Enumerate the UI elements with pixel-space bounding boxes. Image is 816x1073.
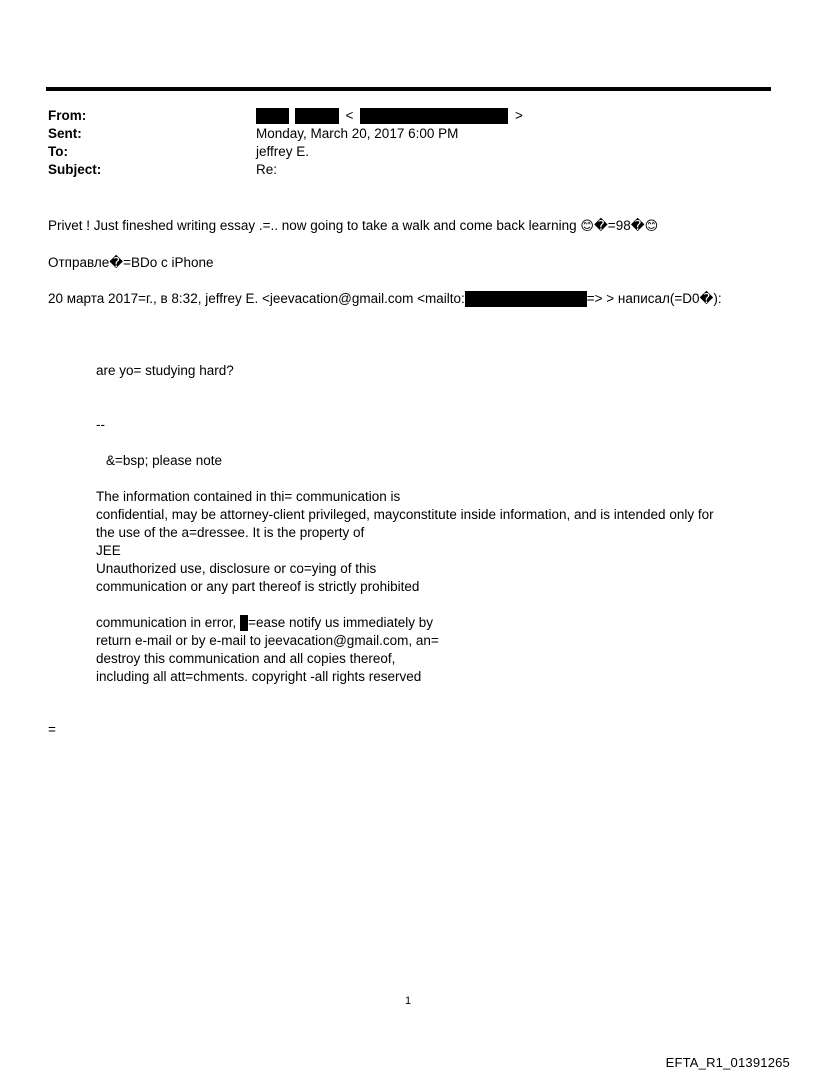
disclaimer-line-1: The information contained in thi= communication is xyxy=(96,489,401,504)
body-line-3-pre: 20 марта 2017=г., в 8:32, jeffrey E. <jeevacation@gmail.com <mailto: xyxy=(48,291,465,306)
smiley-icon: 😊 xyxy=(580,219,594,234)
disclaimer-line-4: JEE xyxy=(96,543,121,558)
from-close-bracket: > xyxy=(514,108,523,123)
from-row xyxy=(48,107,748,125)
disclaimer-line-8: return e-mail or by e-mail to jeevacation@gmail.com, an= xyxy=(96,633,439,648)
page-number: 1 xyxy=(404,995,412,1007)
sent-row xyxy=(48,125,748,143)
redaction-block xyxy=(256,108,289,124)
trailing-equals: = xyxy=(48,722,56,737)
to-label: To: xyxy=(48,144,68,159)
redaction-block xyxy=(295,108,339,124)
redaction-block xyxy=(240,615,248,631)
from-open-bracket: < xyxy=(345,108,354,123)
from-value xyxy=(256,107,526,125)
body-line-1-text: Privet ! Just fineshed writing essay .=.. now going to take a walk and come back learning xyxy=(48,218,581,233)
disclaimer-line-6: communication or any part thereof is strictly prohibited xyxy=(96,579,420,594)
disclaimer-line-10: including all att=chments. copyright -all rights reserved xyxy=(96,669,422,684)
from-label: From: xyxy=(48,108,87,123)
disclaimer-line-9: destroy this communication and all copies thereof, xyxy=(96,651,396,666)
body-line-3-post: => > написал(=D0�): xyxy=(586,291,722,306)
email-header xyxy=(48,107,748,179)
subject-label: Subject: xyxy=(48,162,102,177)
sent-label: Sent: xyxy=(48,126,82,141)
document-id: EFTA_R1_01391265 xyxy=(665,1055,790,1070)
redaction-block xyxy=(360,108,508,124)
quoted-question: are yo= studying hard? xyxy=(96,363,234,378)
subject-row xyxy=(48,161,748,179)
body-line-1 xyxy=(48,217,658,236)
disclaimer-line-7-pre: communication in error, xyxy=(96,615,241,630)
quoted-dash: -- xyxy=(96,417,105,432)
body-line-1-mid: �=98� xyxy=(593,218,645,233)
smiley-icon: 😊 xyxy=(644,219,659,234)
disclaimer-line-3: the use of the a=dressee. It is the property of xyxy=(96,525,365,540)
disclaimer-line-5: Unauthorized use, disclosure or co=ying of this xyxy=(96,561,377,576)
disclaimer-line-7 xyxy=(96,614,433,632)
to-value: jeffrey E. xyxy=(256,144,310,159)
sent-value: Monday, March 20, 2017 6:00 PM xyxy=(256,126,459,141)
redaction-block xyxy=(465,291,587,307)
to-row xyxy=(48,143,748,161)
subject-value: Re: xyxy=(256,162,278,177)
body-line-3 xyxy=(48,290,722,308)
quoted-note: &=bsp; please note xyxy=(106,453,222,468)
header-divider xyxy=(46,87,771,91)
disclaimer-line-2: confidential, may be attorney-client privileged, mayconstitute inside information, and is intended only for xyxy=(96,507,714,522)
body-line-2: Отправле�=BDo с iPhone xyxy=(48,255,214,270)
disclaimer-line-7-post: =ease notify us immediately by xyxy=(248,615,434,630)
